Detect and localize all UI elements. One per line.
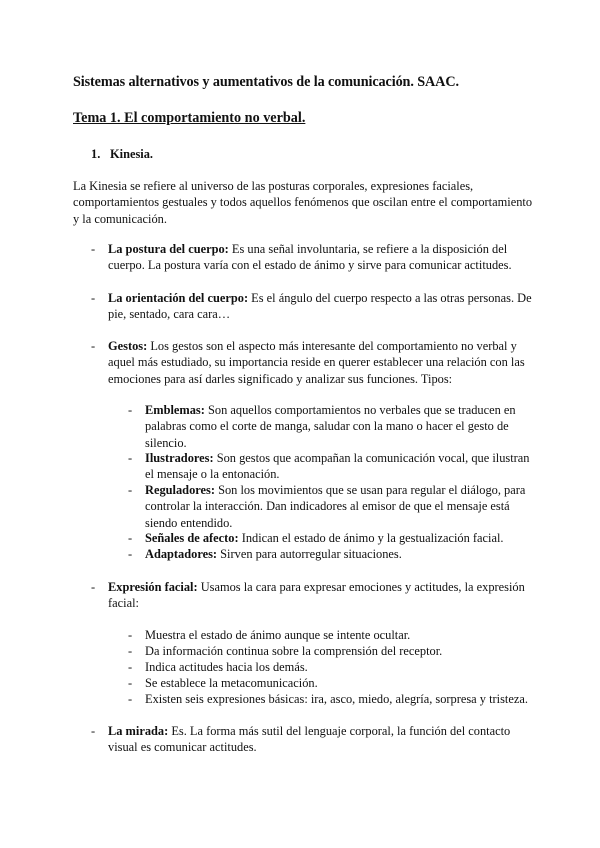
section-title-text: Kinesia. <box>110 147 154 161</box>
facial-point <box>128 627 536 643</box>
list-item-facial-expression <box>91 579 536 612</box>
item-label: La mirada: <box>108 724 169 738</box>
bullet-dash: - <box>128 547 133 561</box>
bullet-dash: - <box>91 339 96 353</box>
bullet-dash: - <box>128 531 133 545</box>
item-label: Señales de afecto: <box>145 531 239 545</box>
item-label: Emblemas: <box>145 403 205 417</box>
sublist-item-senales-afecto <box>128 530 536 546</box>
bullet-dash: - <box>128 451 133 465</box>
intro-paragraph: La Kinesia se refiere al universo de las posturas corporales, expresiones faciales, comportamientos gestuales y todos aquellos fenómenos que oscilan entre el comportamiento y la comunicación. <box>73 179 533 226</box>
item-label: Reguladores: <box>145 483 215 497</box>
item-text: Indican el estado de ánimo y la gestualización facial. <box>238 531 504 545</box>
facial-point-text: Indica actitudes hacia los demás. <box>145 660 308 674</box>
item-label: Ilustradores: <box>145 451 214 465</box>
item-label: Expresión facial: <box>108 580 198 594</box>
bullet-dash: - <box>91 242 96 256</box>
item-label: Gestos: <box>108 339 148 353</box>
item-label: La postura del cuerpo: <box>108 242 229 256</box>
bullet-dash: - <box>128 692 133 706</box>
facial-point <box>128 691 536 707</box>
item-label: La orientación del cuerpo: <box>108 291 249 305</box>
topic-title: Tema 1. El comportamiento no verbal. <box>73 110 306 126</box>
item-text: Es una señal involuntaria, se refiere a la disposición del cuerpo. La postura varía con el estado de ánimo y sirve para comunicar actitudes. <box>108 242 512 273</box>
section-number: 1. <box>91 147 101 161</box>
facial-point <box>128 643 536 659</box>
item-label: Adaptadores: <box>145 547 218 561</box>
facial-point <box>128 675 536 691</box>
facial-point-text: Da información continua sobre la comprensión del receptor. <box>145 644 443 658</box>
sublist-item-reguladores <box>128 482 536 531</box>
sublist-item-adaptadores <box>128 546 536 562</box>
item-text: Son los movimientos que se usan para regular el diálogo, para controlar la interacción. Dan indicadores al emisor de que el mensaje está siendo entendido. <box>145 483 526 530</box>
bullet-dash: - <box>128 644 133 658</box>
document-title: Sistemas alternativos y aumentativos de la comunicación. SAAC. <box>73 74 459 90</box>
item-text: Es el ángulo del cuerpo respecto a las otras personas. De pie, sentado, cara cara… <box>108 291 532 322</box>
bullet-dash: - <box>91 580 96 594</box>
facial-point-text: Muestra el estado de ánimo aunque se intente ocultar. <box>145 628 411 642</box>
item-text: Usamos la cara para expresar emociones y actitudes, la expresión facial: <box>108 580 525 611</box>
list-item-orientation <box>91 290 536 323</box>
item-text: Son aquellos comportamientos no verbales que se traducen en palabras como el corte de manga, saludar con la mano o hacer el gesto de silencio. <box>145 403 516 450</box>
sublist-item-ilustradores <box>128 450 536 483</box>
bullet-dash: - <box>91 291 96 305</box>
bullet-dash: - <box>91 724 96 738</box>
item-text: Los gestos son el aspecto más interesante del comportamiento no verbal y aquel más estudiado, su importancia reside en querer establecer una relación con las emociones para así darles significado y analizar sus funciones. Tipos: <box>108 339 525 386</box>
bullet-dash: - <box>128 483 133 497</box>
facial-point-text: Se establece la metacomunicación. <box>145 676 318 690</box>
facial-point <box>128 659 536 675</box>
bullet-dash: - <box>128 660 133 674</box>
bullet-dash: - <box>128 628 133 642</box>
item-text: Sirven para autorregular situaciones. <box>217 547 402 561</box>
item-text: Son gestos que acompañan la comunicación vocal, que ilustran el mensaje o la entonación. <box>145 451 530 482</box>
section-heading <box>91 147 153 162</box>
facial-point-text: Existen seis expresiones básicas: ira, asco, miedo, alegría, sorpresa y tristeza. <box>145 692 528 706</box>
list-item-gaze <box>91 723 536 756</box>
item-text: Es. La forma más sutil del lenguaje corporal, la función del contacto visual es comunicar actitudes. <box>108 724 511 755</box>
list-item-gestures <box>91 338 536 387</box>
sublist-item-emblemas <box>128 402 536 451</box>
list-item-posture <box>91 241 536 274</box>
bullet-dash: - <box>128 403 133 417</box>
bullet-dash: - <box>128 676 133 690</box>
